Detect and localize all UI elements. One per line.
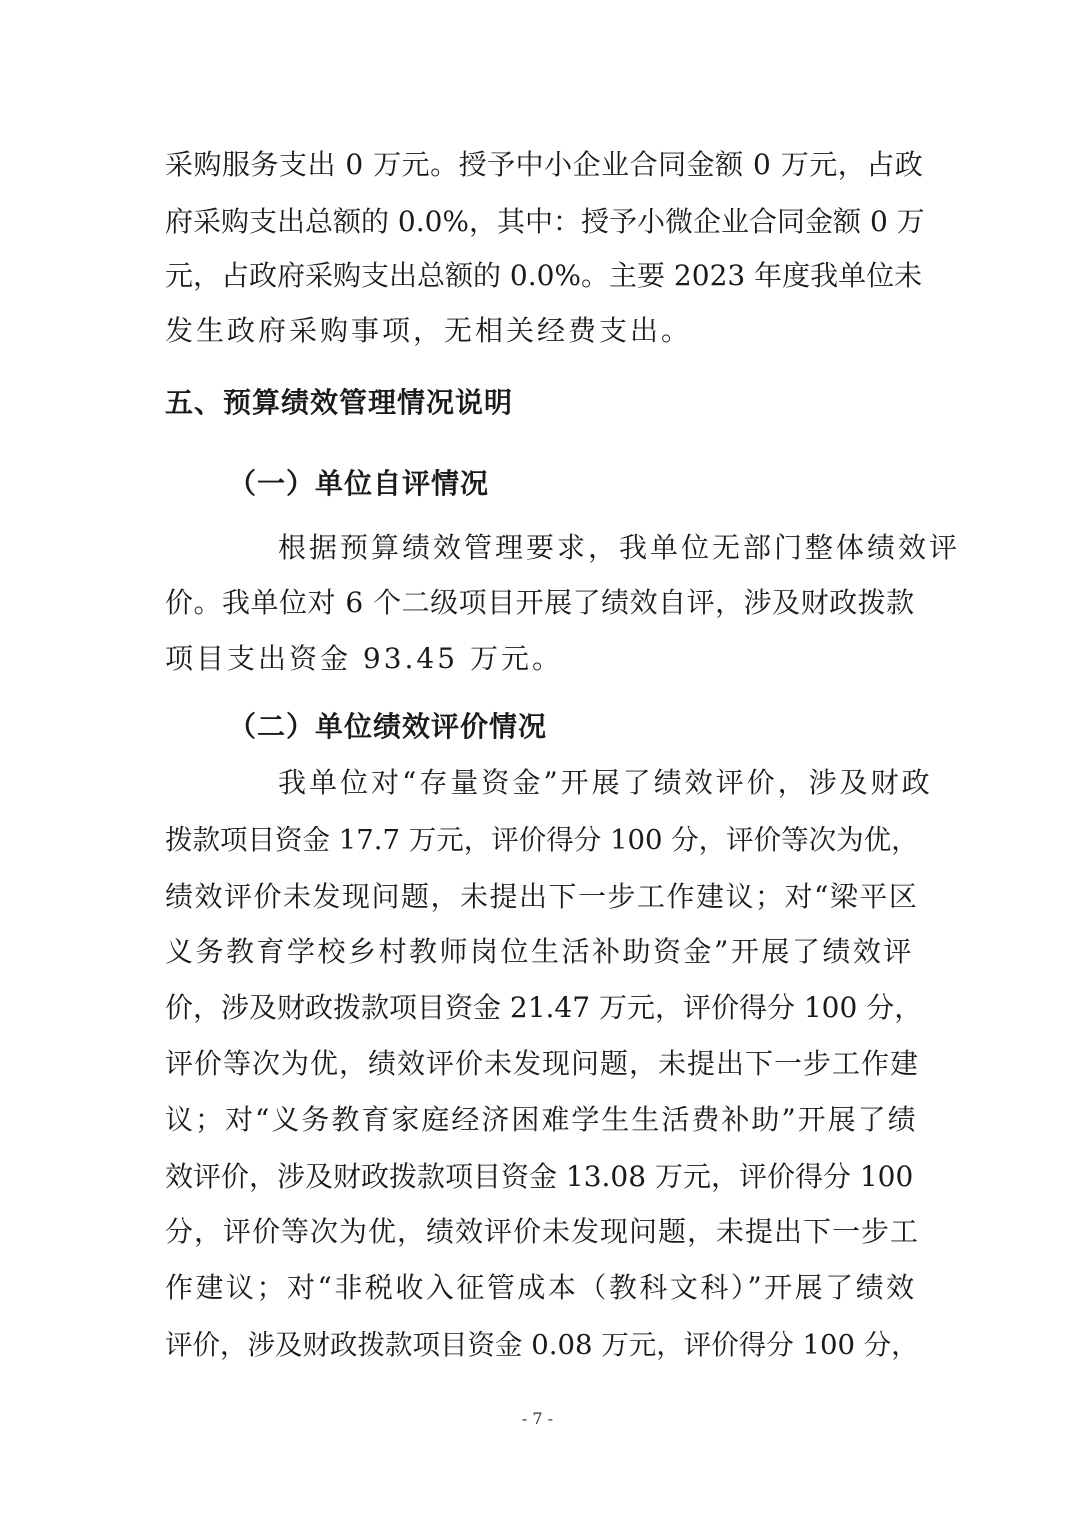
paragraph-line: 我单位对“存量资金”开展了绩效评价，涉及财政 — [278, 766, 933, 799]
page-number: - 7 - — [521, 1409, 554, 1428]
paragraph-line: 价。我单位对 6 个二级项目开展了绩效自评，涉及财政拨款 — [165, 586, 915, 619]
paragraph-line: 义务教育学校乡村教师岗位生活补助资金”开展了绩效评 — [165, 935, 914, 968]
paragraph-line: 元，占政府采购支出总额的 0.0%。主要 2023 年度我单位未 — [165, 259, 923, 292]
sub-heading-performance-evaluation: （二）单位绩效评价情况 — [228, 710, 548, 743]
section-heading: 五、预算绩效管理情况说明 — [165, 386, 514, 419]
paragraph-line: 评价，涉及财政拨款项目资金 0.08 万元，评价得分 100 分， — [165, 1329, 919, 1361]
paragraph-line: 效评价，涉及财政拨款项目资金 13.08 万元，评价得分 100 — [165, 1160, 914, 1193]
paragraph-line: 绩效评价未发现问题，未提出下一步工作建议；对“梁平区 — [165, 880, 919, 913]
paragraph-line: 拨款项目资金 17.7 万元，评价得分 100 分，评价等次为优， — [165, 824, 919, 856]
paragraph-line: 分，评价等次为优，绩效评价未发现问题，未提出下一步工 — [165, 1215, 920, 1248]
paragraph-line: 评价等次为优，绩效评价未发现问题，未提出下一步工作建 — [165, 1047, 920, 1080]
paragraph-line: 价，涉及财政拨款项目资金 21.47 万元，评价得分 100 分， — [165, 991, 923, 1024]
paragraph-line: 议；对“义务教育家庭经济困难学生生活费补助”开展了绩 — [165, 1103, 918, 1136]
sub-heading-self-evaluation: （一）单位自评情况 — [228, 467, 490, 500]
paragraph-line: 发生政府采购事项，无相关经费支出。 — [165, 314, 693, 347]
paragraph-line: 项目支出资金 93.45 万元。 — [165, 642, 563, 675]
paragraph-line: 府采购支出总额的 0.0%，其中：授予小微企业合同金额 0 万 — [165, 205, 925, 238]
paragraph-line: 作建议；对“非税收入征管成本（教科文科）”开展了绩效 — [165, 1271, 917, 1304]
paragraph-line: 根据预算绩效管理要求，我单位无部门整体绩效评 — [278, 531, 961, 564]
paragraph-line: 采购服务支出 0 万元。授予中小企业合同金额 0 万元，占政 — [165, 148, 924, 181]
